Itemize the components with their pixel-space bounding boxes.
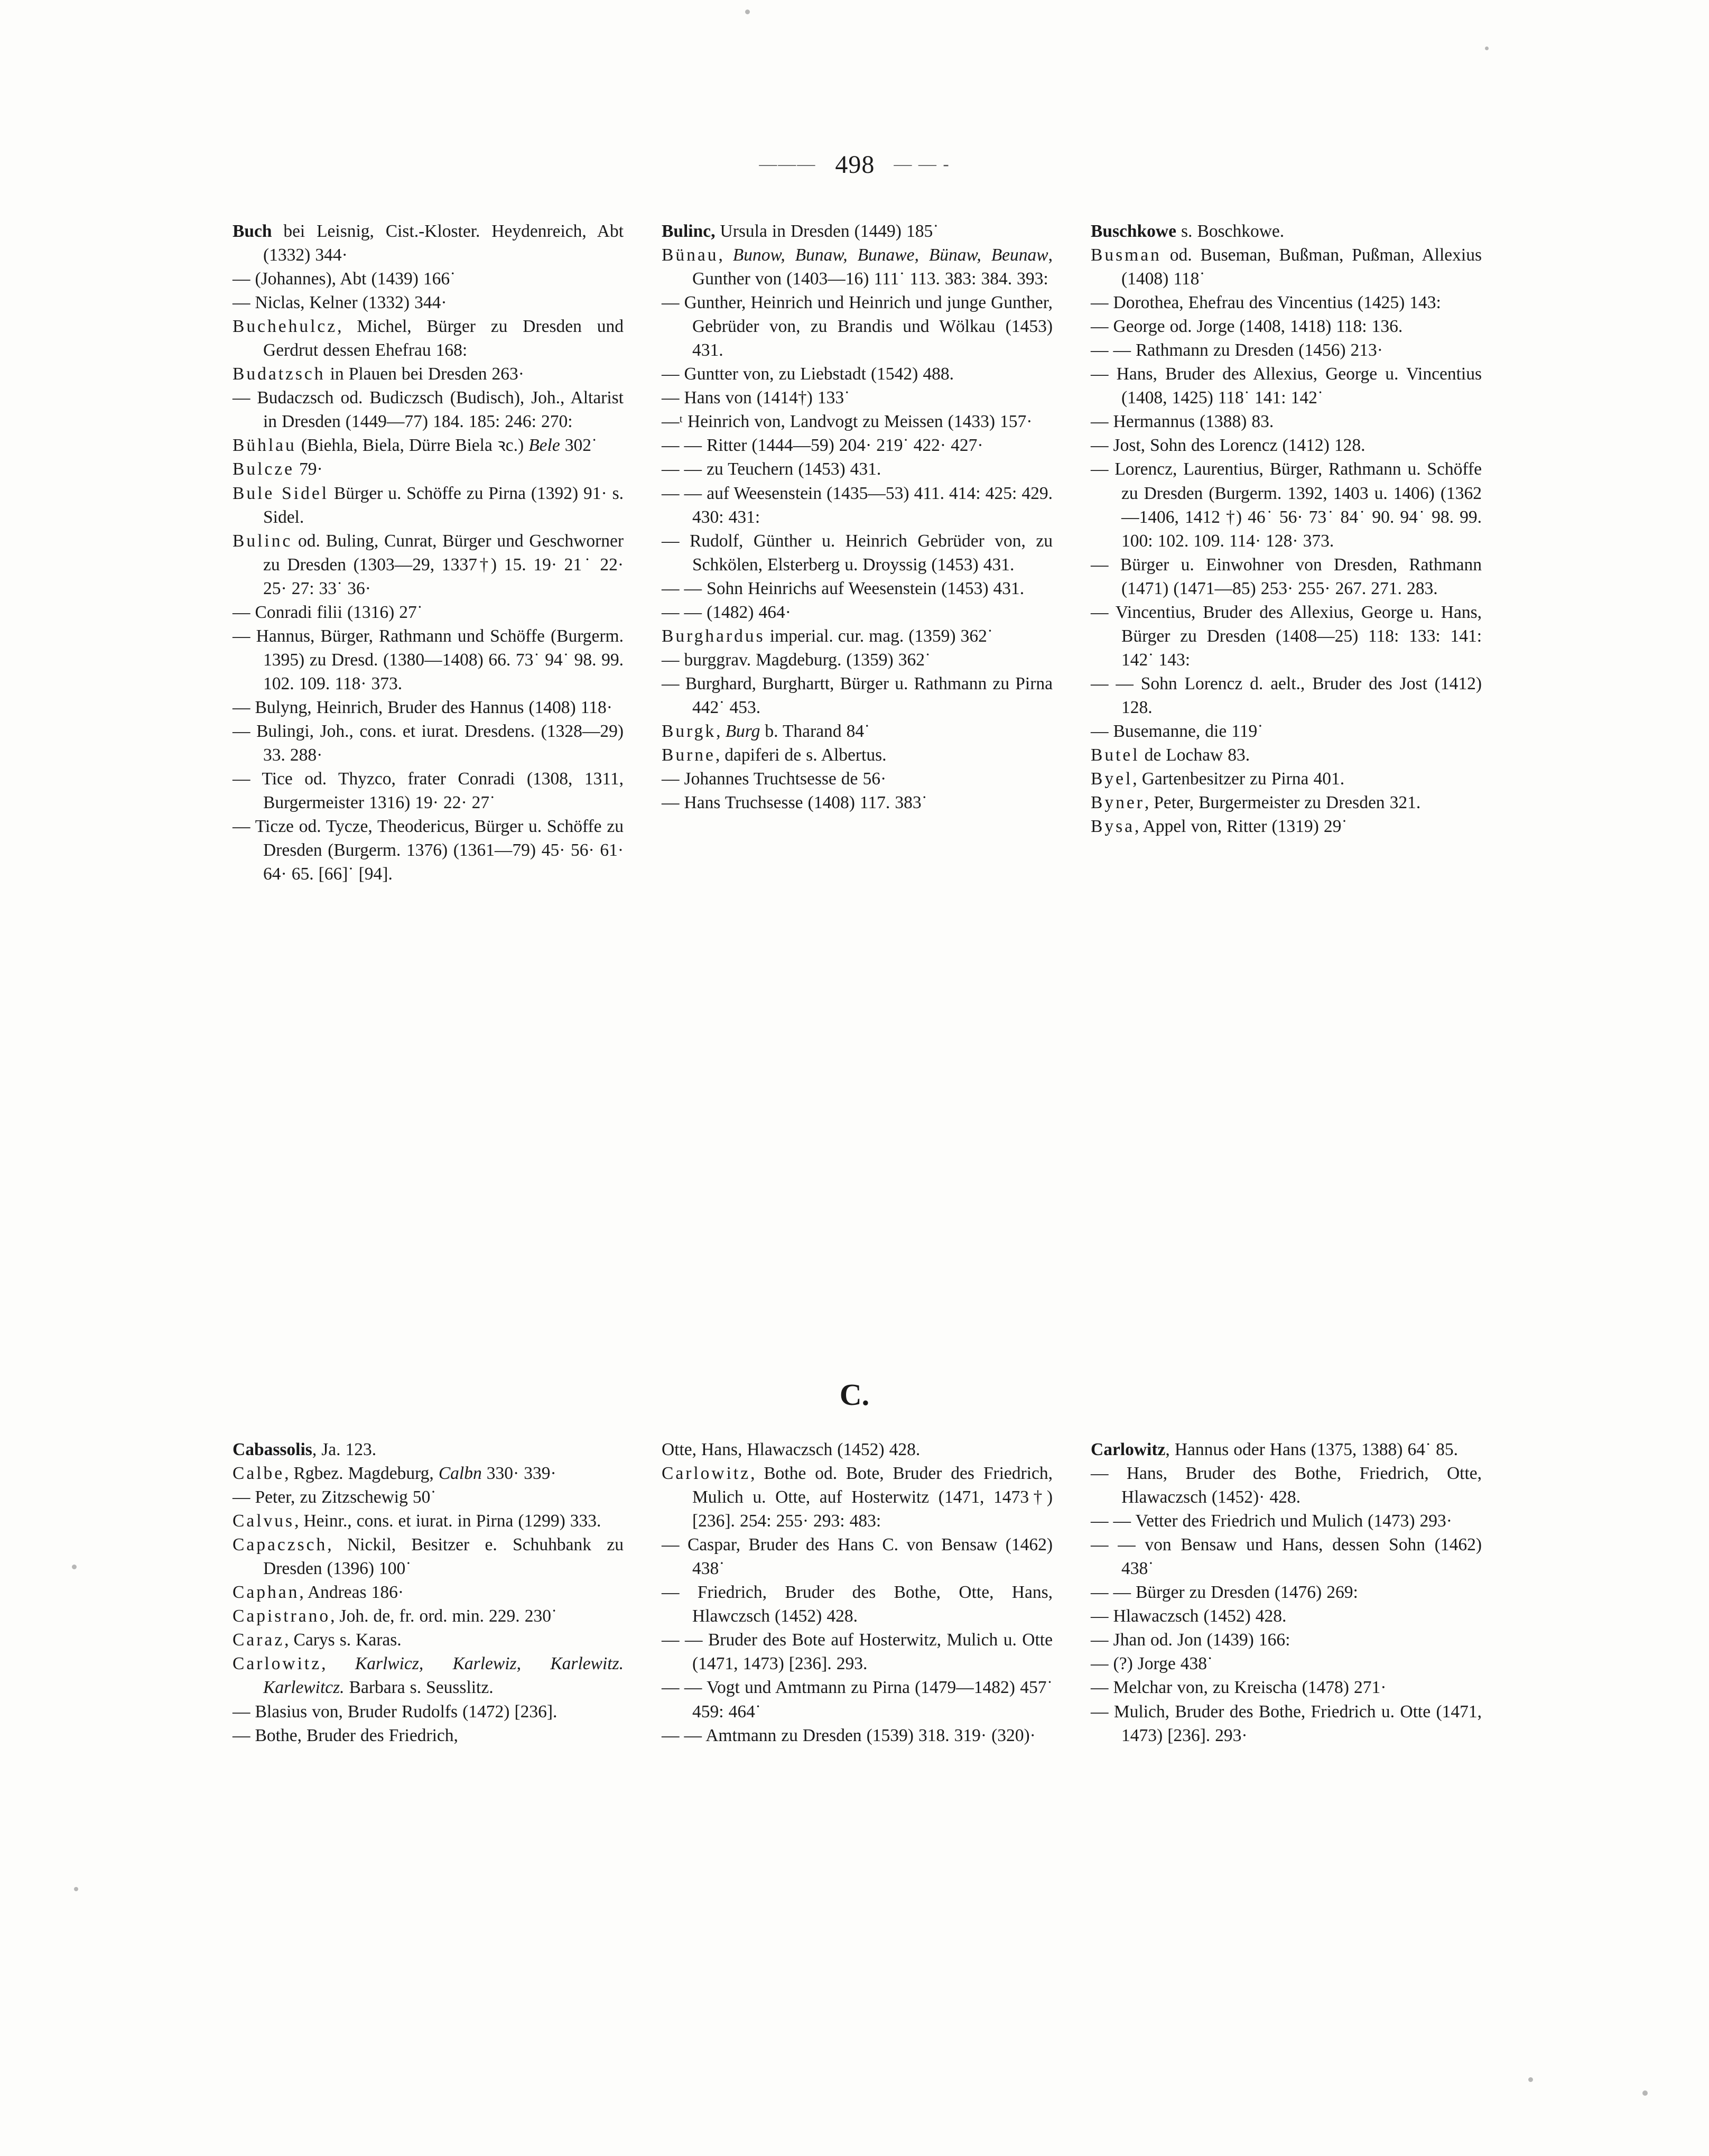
- index-entry: — Jhan od. Jon (1439) 166:: [1091, 1630, 1290, 1650]
- entry-list: [233, 219, 624, 886]
- index-entry: Caraz, Carys s. Karas.: [233, 1630, 402, 1650]
- scan-speck: [1485, 47, 1489, 50]
- index-entry: Calbe, Rgbez. Magdeburg, Calbn 330· 339·: [233, 1464, 556, 1484]
- index-entry: — Melchar von, zu Kreischa (1478) 271·: [1091, 1678, 1387, 1698]
- index-entry: — — Amtmann zu Dresden (1539) 318. 319· (320)·: [662, 1725, 1036, 1745]
- index-entry: Bysa, Appel von, Ritter (1319) 29˙: [1091, 817, 1348, 837]
- index-entry: — Hans Truchsesse (1408) 117. 383˙: [662, 793, 927, 813]
- index-entry: — — Vetter des Friedrich und Mulich (1473) 293·: [1091, 1511, 1452, 1531]
- index-entry: — Hannus, Bürger, Rathmann und Schöffe (Burgerm. 1395) zu Dresd. (1380—1408) 66. 73˙ 94˙ 98. 99. 102. 109. 118· 373.: [233, 626, 624, 693]
- index-entry: — Hans von (1414†) 133˙: [662, 388, 850, 408]
- index-entry: — (?) Jorge 438˙: [1091, 1654, 1213, 1674]
- index-entry: — Conradi filii (1316) 27˙: [233, 602, 423, 622]
- index-entry: — Rudolf, Günther u. Heinrich Gebrüder von, zu Schkölen, Elsterberg u. Droyssig (1453) 431.: [662, 531, 1053, 575]
- index-entry: — Burghard, Burghartt, Bürger u. Rathmann zu Pirna 442˙ 453.: [662, 673, 1053, 717]
- index-entry: Carlowitz, Bothe od. Bote, Bruder des Friedrich, Mulich u. Otte, auf Hosterwitz (1471, 1473†) [236]. 254: 255· 293: 483:: [662, 1464, 1053, 1531]
- index-entry: Butel de Lochaw 83.: [1091, 745, 1250, 765]
- index-entry: — Hlawaczsch (1452) 428.: [1091, 1606, 1287, 1626]
- index-entry: Byner, Peter, Burgermeister zu Dresden 321.: [1091, 793, 1421, 813]
- scan-speck: [74, 1887, 78, 1891]
- index-entry: — Gunther, Heinrich und Heinrich und junge Gunther, Gebrüder von, zu Brandis und Wölkau (1453) 431.: [662, 293, 1053, 360]
- section-letter-heading: C.: [839, 1377, 870, 1412]
- index-entry: — Johannes Truchtsesse de 56·: [662, 769, 887, 789]
- index-entry: — Jost, Sohn des Lorencz (1412) 128.: [1091, 436, 1366, 456]
- column-4: [233, 1438, 624, 1747]
- index-entry: Busman od. Buseman, Bußman, Pußman, Allexius (1408) 118˙: [1091, 245, 1482, 289]
- index-entry: — Bulyng, Heinrich, Bruder des Hannus (1408) 118·: [233, 697, 612, 717]
- index-entry: Bulinc od. Buling, Cunrat, Bürger und Geschworner zu Dresden (1303—29, 1337†) 15. 19· 21˙ 22· 25· 27: 33˙ 36·: [233, 531, 624, 598]
- index-entry: — Dorothea, Ehefrau des Vincentius (1425) 143:: [1091, 293, 1441, 313]
- index-entry: — Bulingi, Joh., cons. et iurat. Dresdens. (1328—29) 33. 288·: [233, 721, 624, 765]
- index-entry: — Peter, zu Zitzschewig 50˙: [233, 1487, 436, 1507]
- index-entry: — Niclas, Kelner (1332) 344·: [233, 293, 447, 313]
- header-rule-right: — — -: [894, 154, 950, 174]
- index-entry: — Friedrich, Bruder des Bothe, Otte, Hans, Hlawczsch (1452) 428.: [662, 1583, 1053, 1626]
- index-entry: — Mulich, Bruder des Bothe, Friedrich u. Otte (1471, 1473) [236]. 293·: [1091, 1701, 1482, 1745]
- index-entry: Buschkowe s. Boschkowe.: [1091, 221, 1285, 241]
- index-entry: — Hans, Bruder des Bothe, Friedrich, Otte, Hlawaczsch (1452)· 428.: [1091, 1464, 1482, 1507]
- index-entry: — — Sohn Lorencz d. aelt., Bruder des Jost (1412) 128.: [1091, 673, 1482, 717]
- index-entry: — Busemanne, die 119˙: [1091, 721, 1264, 741]
- column-1: [233, 219, 624, 886]
- index-entry: — George od. Jorge (1408, 1418) 118: 136.: [1091, 317, 1403, 337]
- index-entry: — Guntter von, zu Liebstadt (1542) 488.: [662, 364, 954, 384]
- index-entry: —ᵗ Heinrich von, Landvogt zu Meissen (1433) 157·: [662, 412, 1033, 432]
- index-entry: — — auf Weesenstein (1435—53) 411. 414: 425: 429. 430: 431:: [662, 483, 1053, 527]
- index-entry: — Hans, Bruder des Allexius, George u. Vincentius (1408, 1425) 118˙ 141: 142˙: [1091, 364, 1482, 408]
- index-entry: Bule Sidel Bürger u. Schöffe zu Pirna (1392) 91· s. Sidel.: [233, 483, 624, 527]
- page-number: 498: [835, 150, 875, 179]
- index-entry: Buch bei Leisnig, Cist.-Kloster. Heydenreich, Abt (1332) 344·: [233, 221, 624, 265]
- entry-list: [1091, 1438, 1482, 1747]
- scan-speck: [1642, 2090, 1648, 2096]
- entry-list: [233, 1438, 624, 1747]
- index-entry: — Caspar, Bruder des Hans C. von Bensaw (1462) 438˙: [662, 1535, 1053, 1579]
- index-entry: Capistrano, Joh. de, fr. ord. min. 229. 230˙: [233, 1606, 558, 1626]
- index-entry: — (Johannes), Abt (1439) 166˙: [233, 269, 456, 289]
- column-6: [1091, 1438, 1482, 1747]
- index-entry: — — Vogt und Amtmann zu Pirna (1479—1482) 457˙ 459: 464˙: [662, 1678, 1053, 1722]
- index-entry: Capaczsch, Nickil, Besitzer e. Schuhbank zu Dresden (1396) 100˙: [233, 1535, 624, 1579]
- index-entry: — Bürger u. Einwohner von Dresden, Rathmann (1471) (1471—85) 253· 255· 267. 271. 283.: [1091, 554, 1482, 598]
- index-entry: Carlowitz, Hannus oder Hans (1375, 1388) 64˙ 85.: [1091, 1440, 1459, 1459]
- column-3: [1091, 219, 1482, 886]
- index-entry: — — (1482) 464·: [662, 602, 791, 622]
- index-entry: Caphan, Andreas 186·: [233, 1583, 404, 1603]
- index-entry: Carlowitz, Karlwicz, Karlewiz, Karlewitz. Karlewitcz. Barbara s. Seusslitz.: [233, 1654, 624, 1698]
- index-entry: — Vincentius, Bruder des Allexius, George u. Hans, Bürger zu Dresden (1408—25) 118: 133: 141: 142˙ 143:: [1091, 602, 1482, 670]
- index-columns-b: [233, 219, 1490, 886]
- index-entry: — Hermannus (1388) 83.: [1091, 412, 1274, 432]
- scan-speck: [1528, 2077, 1533, 2082]
- page-header: [0, 148, 1709, 179]
- entry-list: [662, 219, 1053, 815]
- scan-speck: [72, 1565, 77, 1569]
- index-entry: — Blasius von, Bruder Rudolfs (1472) [236].: [233, 1701, 558, 1722]
- index-entry: Byel, Gartenbesitzer zu Pirna 401.: [1091, 769, 1345, 789]
- column-5: [662, 1438, 1053, 1747]
- index-entry: Calvus, Heinr., cons. et iurat. in Pirna (1299) 333.: [233, 1511, 601, 1531]
- index-entry: Otte, Hans, Hlawaczsch (1452) 428.: [662, 1440, 921, 1459]
- index-entry: — Bothe, Bruder des Friedrich,: [233, 1725, 458, 1745]
- index-entry: — — Rathmann zu Dresden (1456) 213·: [1091, 340, 1383, 360]
- index-entry: — — Ritter (1444—59) 204· 219˙ 422· 427·: [662, 436, 983, 456]
- index-entry: Bulinc, Ursula in Dresden (1449) 185˙: [662, 221, 939, 241]
- column-2: [662, 219, 1053, 886]
- index-entry: — — Bruder des Bote auf Hosterwitz, Mulich u. Otte (1471, 1473) [236]. 293.: [662, 1630, 1053, 1674]
- index-entry: — Budaczsch od. Budiczsch (Budisch), Joh., Altarist in Dresden (1449—77) 184. 185: 246: 270:: [233, 388, 624, 432]
- index-entry: — Lorencz, Laurentius, Bürger, Rathmann u. Schöffe zu Dresden (Burgerm. 1392, 1403 u. 1406) (1362—1406, 1412 †) 46˙ 56· 73˙ 84˙ 90. 94˙ 98. 99. 100: 102. 109. 114· 128· 373.: [1091, 459, 1482, 551]
- index-entry: Bühlau (Biehla, Biela, Dürre Biela ꝛc.) Bele 302˙: [233, 436, 598, 456]
- index-columns-c: [233, 1438, 1490, 1747]
- index-entry: — Tice od. Thyzco, frater Conradi (1308, 1311, Burgermeister 1316) 19· 22· 27˙: [233, 769, 624, 813]
- index-entry: Buchehulcz, Michel, Bürger zu Dresden und Gerdrut dessen Ehefrau 168:: [233, 317, 624, 360]
- index-entry: — — Bürger zu Dresden (1476) 269:: [1091, 1583, 1358, 1603]
- index-entry: Cabassolis, Ja. 123.: [233, 1440, 377, 1459]
- index-entry: Burgk, Burg b. Tharand 84˙: [662, 721, 870, 741]
- index-entry: — — Sohn Heinrichs auf Weesenstein (1453) 431.: [662, 578, 1025, 598]
- index-entry: Bulcze 79·: [233, 459, 323, 479]
- index-entry: — — von Bensaw und Hans, dessen Sohn (1462) 438˙: [1091, 1535, 1482, 1579]
- index-entry: — — zu Teuchern (1453) 431.: [662, 459, 881, 479]
- entry-list: [1091, 219, 1482, 838]
- index-entry: — burggrav. Magdeburg. (1359) 362˙: [662, 650, 931, 670]
- header-rule-left: ———: [759, 154, 816, 174]
- index-entry: — Ticze od. Tycze, Theodericus, Bürger u. Schöffe zu Dresden (Burgerm. 1376) (1361—79) 45· 56· 61· 64· 65. [66]˙ [94].: [233, 817, 624, 884]
- index-entry: Bünau, Bunow, Bunaw, Bunawe, Bünaw, Beunaw, Gunther von (1403—16) 111˙ 113. 383: 384. 393:: [662, 245, 1053, 289]
- index-entry: Budatzsch in Plauen bei Dresden 263·: [233, 364, 524, 384]
- scan-speck: [745, 10, 750, 14]
- index-entry: Burghardus imperial. cur. mag. (1359) 362˙: [662, 626, 993, 646]
- entry-list: [662, 1438, 1053, 1747]
- index-entry: Burne, dapiferi de s. Albertus.: [662, 745, 887, 765]
